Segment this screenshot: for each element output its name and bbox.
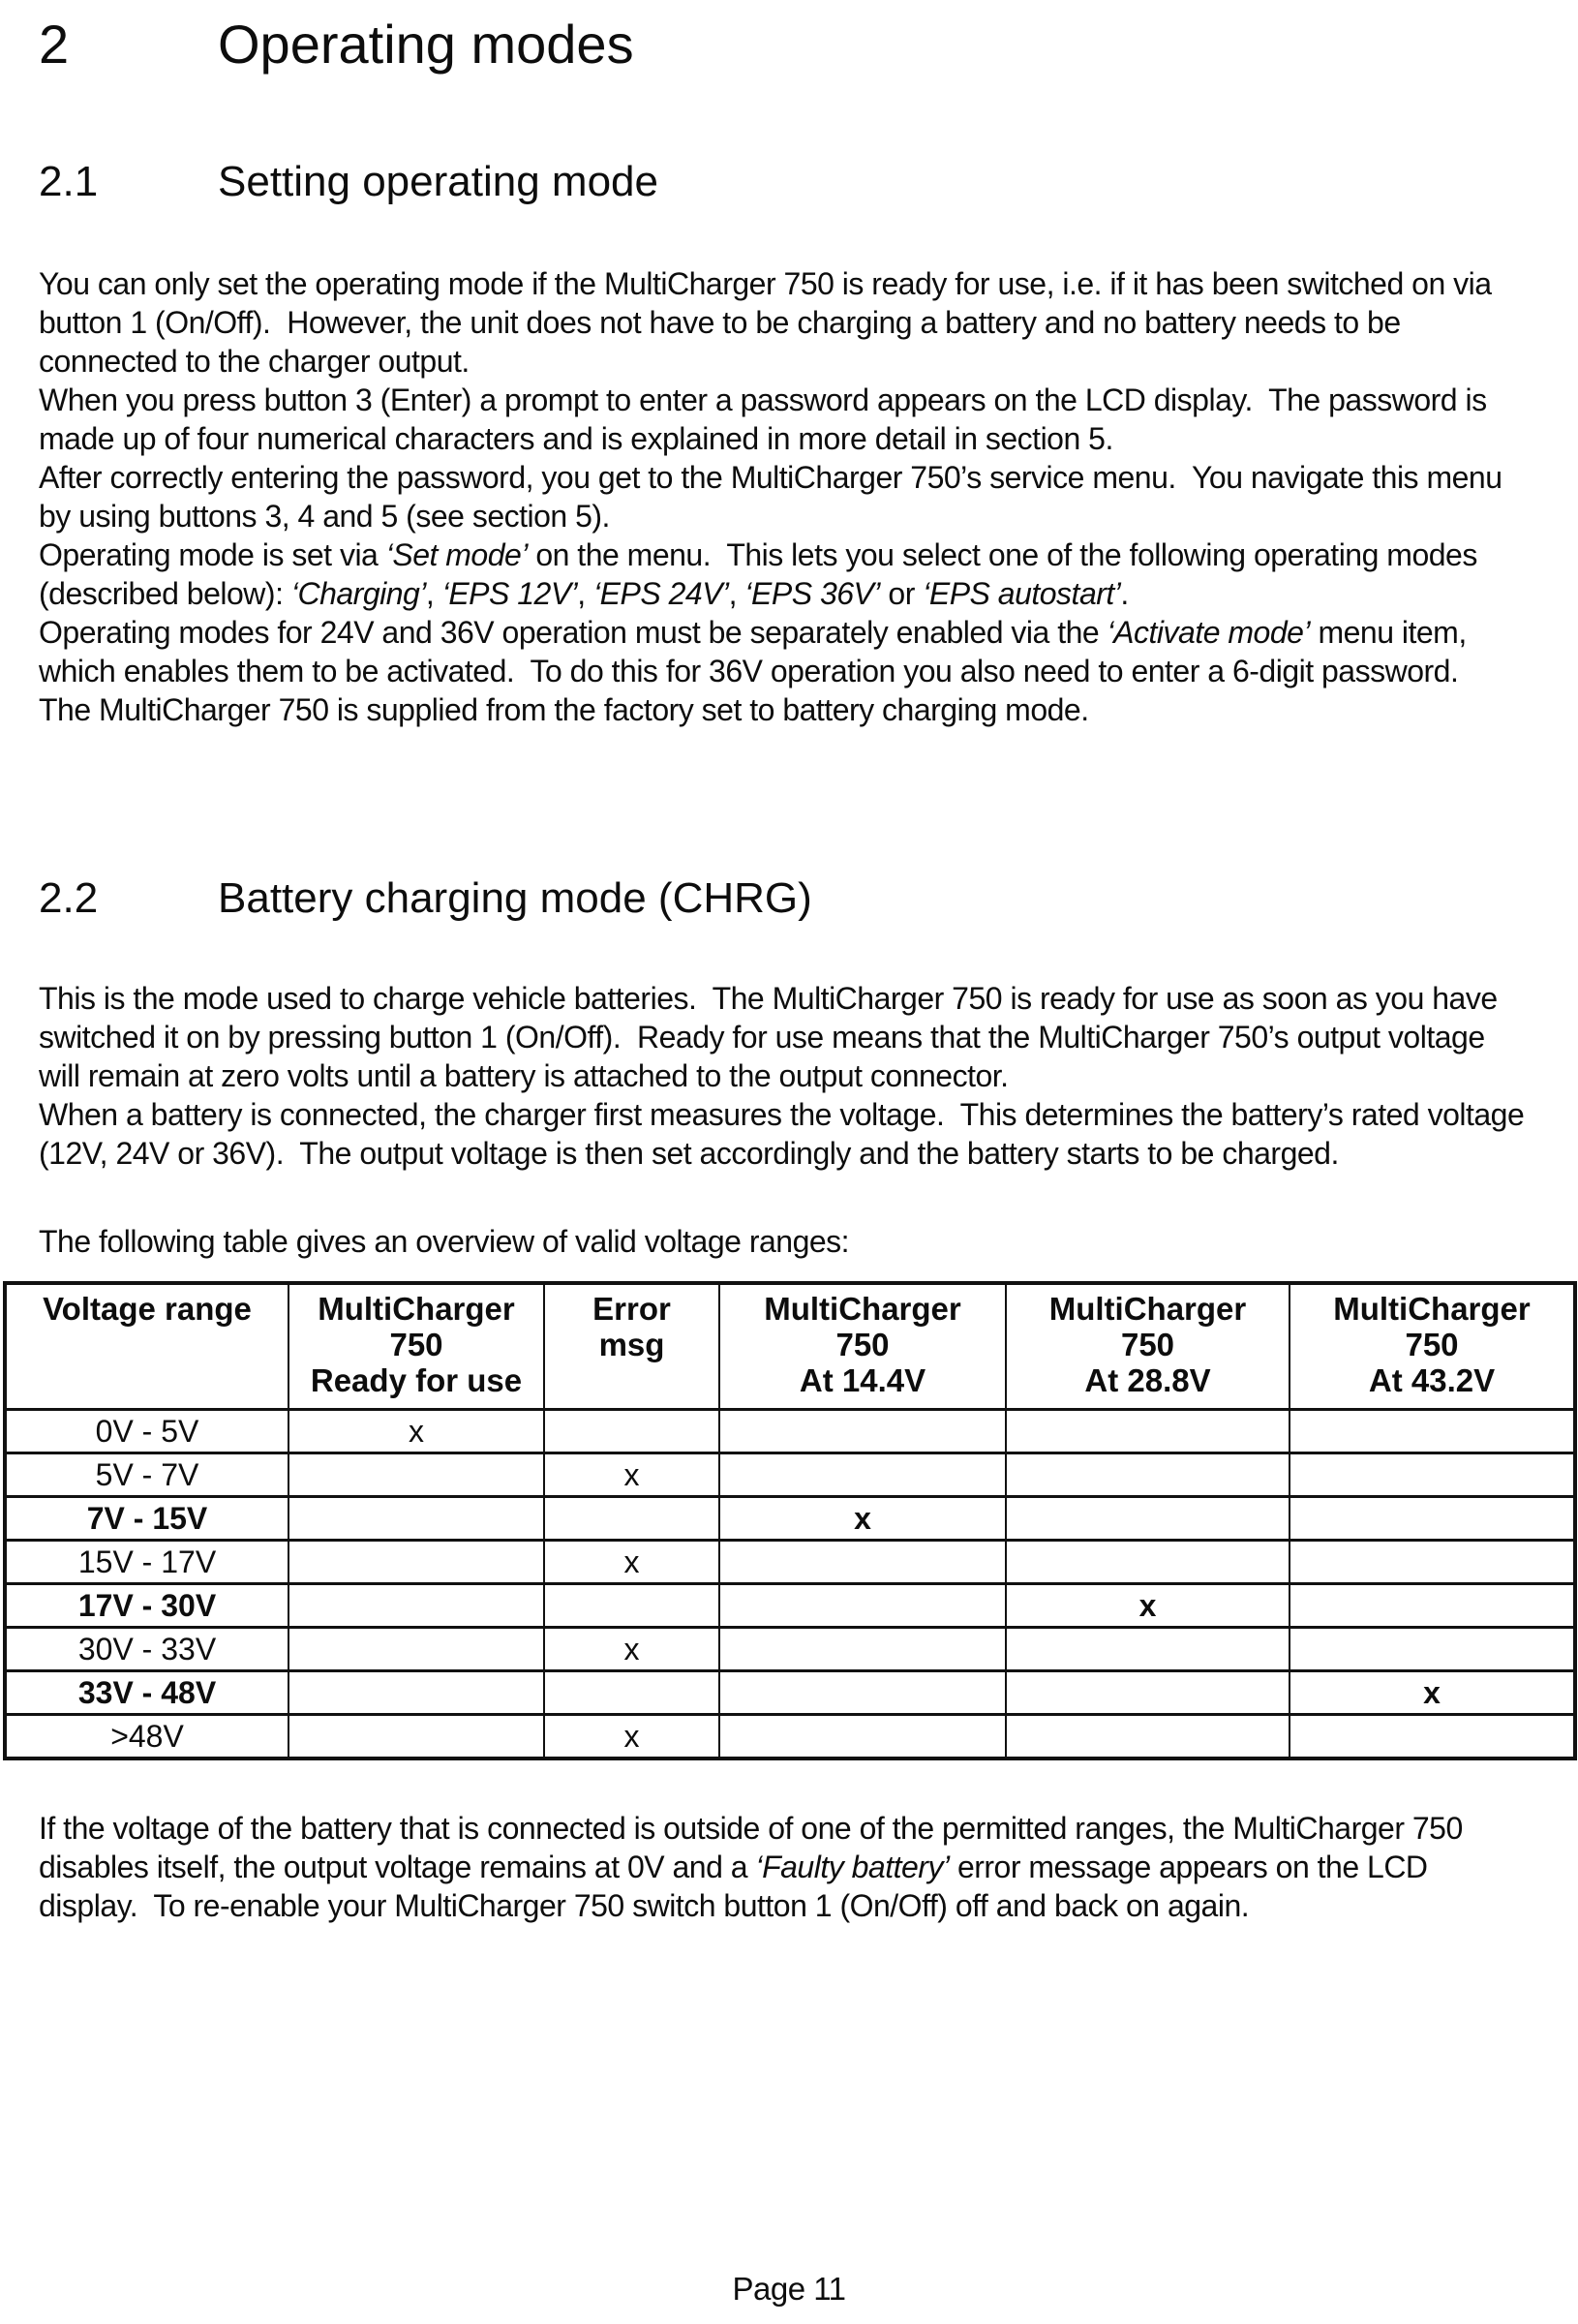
- text-segment: .: [1120, 576, 1129, 611]
- empty-cell: [544, 1410, 719, 1453]
- voltage-range-cell: 17V - 30V: [5, 1584, 288, 1628]
- text-segment: ,: [425, 576, 442, 611]
- x-mark-cell: x: [288, 1410, 544, 1453]
- italic-text: ‘EPS 36V’: [744, 576, 880, 611]
- column-header-line: At 28.8V: [1084, 1362, 1211, 1398]
- text-segment: When a battery is connected, the charger first measures the voltage. This determines the battery’s rated voltage (12V, 24V or 36V). The output voltage is then set accordingly and the battery starts to be charged.: [39, 1097, 1532, 1171]
- x-mark-cell: x: [1290, 1671, 1575, 1715]
- table-header-row: [5, 1283, 1575, 1410]
- empty-cell: [719, 1715, 1006, 1759]
- text-segment: This is the mode used to charge vehicle batteries. The MultiCharger 750 is ready for use as soon as you have switched it on by pressing button 1 (On/Off). Ready for use means that the MultiCharger 750’s output voltage will remain at zero volts until a battery is attached to the output connector.: [39, 981, 1506, 1093]
- x-mark-cell: x: [544, 1628, 719, 1671]
- italic-text: ‘Activate mode’: [1107, 615, 1311, 650]
- closing-text: [39, 1809, 1525, 1925]
- empty-cell: [719, 1584, 1006, 1628]
- empty-cell: [1006, 1541, 1290, 1584]
- table-header: [5, 1283, 1575, 1410]
- empty-cell: [544, 1497, 719, 1541]
- text-segment: ,: [577, 576, 594, 611]
- empty-cell: [288, 1497, 544, 1541]
- table-intro: The following table gives an overview of valid voltage ranges:: [39, 1224, 850, 1259]
- italic-text: ‘Faulty battery’: [755, 1850, 950, 1884]
- text-segment: You can only set the operating mode if the MultiCharger 750 is ready for use, i.e. if it has been switched on via button 1 (On/Off). However, the unit does not have to be charging a battery and no battery needs to be connected to the charger output.: [39, 266, 1500, 379]
- column-header-line: msg: [598, 1327, 665, 1362]
- italic-text: ‘Set mode’: [385, 537, 528, 572]
- paragraph: [39, 1809, 1525, 1925]
- table-row: [5, 1497, 1575, 1541]
- empty-cell: [544, 1584, 719, 1628]
- text-segment: or: [880, 576, 924, 611]
- voltage-range-table: [3, 1281, 1577, 1760]
- table-row: [5, 1541, 1575, 1584]
- column-header: [1290, 1283, 1575, 1410]
- paragraph: [39, 535, 1525, 613]
- paragraph: [39, 613, 1525, 690]
- column-header-line: 750: [1120, 1327, 1175, 1362]
- empty-cell: [288, 1715, 544, 1759]
- column-header: [5, 1283, 288, 1410]
- italic-text: ‘EPS autostart’: [923, 576, 1121, 611]
- section-2-1-body: [39, 264, 1525, 729]
- paragraph: [39, 264, 1525, 381]
- text-segment: on the menu. This lets you select one of the following operating modes (described below):: [39, 537, 1486, 611]
- empty-cell: [1290, 1410, 1575, 1453]
- empty-cell: [719, 1541, 1006, 1584]
- paragraph: [39, 458, 1525, 535]
- x-mark-cell: x: [544, 1453, 719, 1497]
- empty-cell: [1290, 1541, 1575, 1584]
- empty-cell: [1006, 1628, 1290, 1671]
- column-header-line: At 43.2V: [1368, 1362, 1496, 1398]
- empty-cell: [1290, 1715, 1575, 1759]
- x-mark-cell: x: [1006, 1584, 1290, 1628]
- empty-cell: [719, 1628, 1006, 1671]
- table-body: [5, 1410, 1575, 1759]
- table-row: [5, 1671, 1575, 1715]
- paragraph: [39, 381, 1525, 458]
- empty-cell: [1006, 1410, 1290, 1453]
- empty-cell: [1006, 1715, 1290, 1759]
- text-segment: menu item, which enables them to be activated. To do this for 36V operation you also need to enter a 6-digit password.: [39, 615, 1475, 688]
- column-header: [288, 1283, 544, 1410]
- empty-cell: [288, 1671, 544, 1715]
- empty-cell: [288, 1628, 544, 1671]
- empty-cell: [288, 1541, 544, 1584]
- text-segment: When you press button 3 (Enter) a prompt to enter a password appears on the LCD display. The password is made up of four numerical characters and is explained in more detail in section 5.: [39, 382, 1495, 456]
- voltage-range-cell: 5V - 7V: [5, 1453, 288, 1497]
- empty-cell: [719, 1410, 1006, 1453]
- section-2-1-number: 2.1: [39, 158, 99, 205]
- column-header: [1006, 1283, 1290, 1410]
- voltage-range-cell: >48V: [5, 1715, 288, 1759]
- italic-text: ‘Charging’: [290, 576, 426, 611]
- page-number: Page 11: [732, 2271, 846, 2307]
- empty-cell: [1006, 1497, 1290, 1541]
- section-2-2-title: Battery charging mode (CHRG): [218, 874, 812, 922]
- table-row: [5, 1453, 1575, 1497]
- section-2-2-number: 2.2: [39, 874, 99, 922]
- table-row: [5, 1628, 1575, 1671]
- voltage-range-cell: 7V - 15V: [5, 1497, 288, 1541]
- paragraph: [39, 690, 1525, 729]
- column-header-line: MultiCharger: [318, 1291, 515, 1327]
- empty-cell: [719, 1453, 1006, 1497]
- x-mark-cell: x: [544, 1715, 719, 1759]
- column-header-line: MultiCharger: [1333, 1291, 1531, 1327]
- column-header-line: 750: [835, 1327, 890, 1362]
- section-2-1-title: Setting operating mode: [218, 158, 658, 205]
- column-header-line: At 14.4V: [799, 1362, 926, 1398]
- x-mark-cell: x: [544, 1541, 719, 1584]
- voltage-range-cell: 15V - 17V: [5, 1541, 288, 1584]
- column-header-line: 750: [1405, 1327, 1459, 1362]
- empty-cell: [288, 1453, 544, 1497]
- text-segment: error message appears on the LCD display. To re-enable your MultiCharger 750 switch button 1 (On/Off) off and back on again.: [39, 1850, 1436, 1923]
- chapter-heading: [39, 14, 1539, 76]
- column-header-line: MultiCharger: [1048, 1291, 1247, 1327]
- section-2-2-body: [39, 979, 1532, 1173]
- text-segment: Operating mode is set via: [39, 537, 386, 572]
- column-header-line: MultiCharger: [764, 1291, 961, 1327]
- chapter-title: Operating modes: [218, 14, 634, 75]
- empty-cell: [544, 1671, 719, 1715]
- empty-cell: [1290, 1497, 1575, 1541]
- section-2-1-heading: [39, 158, 1539, 206]
- column-header-line: 750: [389, 1327, 443, 1362]
- text-segment: ,: [728, 576, 745, 611]
- empty-cell: [719, 1671, 1006, 1715]
- empty-cell: [1006, 1453, 1290, 1497]
- column-header-line: Ready for use: [310, 1362, 523, 1398]
- table-row: [5, 1584, 1575, 1628]
- italic-text: ‘EPS 24V’: [593, 576, 729, 611]
- empty-cell: [1290, 1584, 1575, 1628]
- column-header-line: Error: [592, 1291, 671, 1327]
- text-segment: If the voltage of the battery that is connected is outside of one of the permitted ranges, the MultiCharger 750 disables itself, the output voltage remains at 0V and a: [39, 1811, 1472, 1884]
- chapter-number: 2: [39, 14, 70, 75]
- empty-cell: [1290, 1628, 1575, 1671]
- table-row: [5, 1715, 1575, 1759]
- voltage-range-cell: 33V - 48V: [5, 1671, 288, 1715]
- text-segment: The MultiCharger 750 is supplied from the factory set to battery charging mode.: [39, 692, 1089, 727]
- voltage-range-cell: 30V - 33V: [5, 1628, 288, 1671]
- column-header: [719, 1283, 1006, 1410]
- section-2-2-heading: [39, 874, 1539, 923]
- empty-cell: [288, 1584, 544, 1628]
- text-segment: Operating modes for 24V and 36V operation must be separately enabled via the: [39, 615, 1108, 650]
- column-header: [544, 1283, 719, 1410]
- text-segment: After correctly entering the password, you get to the MultiCharger 750’s service menu. You navigate this menu by using buttons 3, 4 and 5 (see section 5).: [39, 460, 1510, 534]
- empty-cell: [1006, 1671, 1290, 1715]
- voltage-range-cell: 0V - 5V: [5, 1410, 288, 1453]
- paragraph: [39, 979, 1525, 1095]
- italic-text: ‘EPS 12V’: [441, 576, 578, 611]
- paragraph: [39, 1095, 1532, 1173]
- column-header-line: Voltage range: [43, 1291, 252, 1327]
- table-row: [5, 1410, 1575, 1453]
- empty-cell: [1290, 1453, 1575, 1497]
- x-mark-cell: x: [719, 1497, 1006, 1541]
